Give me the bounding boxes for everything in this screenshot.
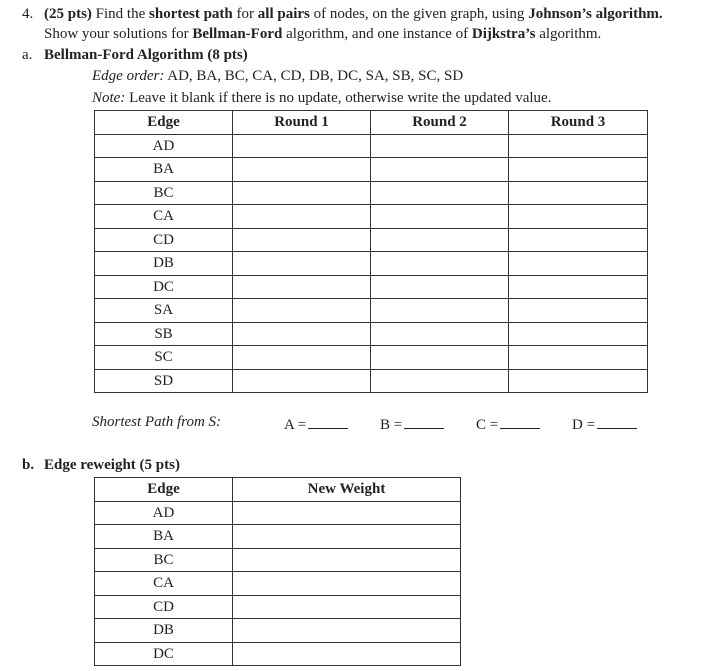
part-a-marker: a. (22, 47, 33, 63)
bellman-ford-answer-cell[interactable] (509, 158, 648, 182)
part-b-marker: b. (22, 457, 35, 473)
bellman-ford-edge-cell: BA (95, 158, 233, 182)
bellman-ford-answer-cell[interactable] (371, 299, 509, 323)
question-number: 4. (22, 6, 34, 22)
bellman-ford-edge-cell: CA (95, 205, 233, 229)
reweight-answer-cell[interactable] (233, 548, 461, 572)
bellman-ford-edge-cell: DC (95, 275, 233, 299)
shortest-path-label: Shortest Path from S: (92, 414, 222, 430)
table-row (95, 619, 461, 643)
reweight-edge-cell: CA (95, 572, 233, 596)
bellman-ford-edge-cell: SC (95, 346, 233, 370)
bellman-ford-edge-cell: BC (95, 181, 233, 205)
bellman-ford-answer-cell[interactable] (233, 369, 371, 393)
bellman-ford-answer-cell[interactable] (509, 181, 648, 205)
reweight-edge-cell: BC (95, 548, 233, 572)
bellman-ford-answer-cell[interactable] (233, 205, 371, 229)
bellman-ford-answer-cell[interactable] (371, 158, 509, 182)
q2-bold-bellman-ford: Bellman-Ford (192, 26, 283, 42)
reweight-answer-cell[interactable] (233, 501, 461, 525)
q1-text-e: of nodes, on the given graph, using (309, 6, 529, 22)
table-row (95, 346, 648, 370)
bellman-ford-answer-cell[interactable] (509, 275, 648, 299)
bellman-ford-answer-cell[interactable] (233, 346, 371, 370)
reweight-header-1: New Weight (233, 478, 461, 502)
shortest-a-blank[interactable] (308, 414, 348, 429)
shortest-c-blank[interactable] (500, 414, 540, 429)
reweight-edge-cell: CD (95, 595, 233, 619)
table-row (95, 228, 648, 252)
shortest-c (476, 414, 540, 434)
bellman-ford-answer-cell[interactable] (509, 369, 648, 393)
table-row (95, 252, 648, 276)
shortest-d (572, 414, 637, 434)
bellman-ford-header-1: Round 1 (233, 111, 371, 135)
table-row (95, 158, 648, 182)
shortest-a (284, 414, 348, 434)
table-row (95, 299, 648, 323)
table-row (95, 525, 461, 549)
bellman-ford-edge-cell: SB (95, 322, 233, 346)
reweight-answer-cell[interactable] (233, 619, 461, 643)
bellman-ford-answer-cell[interactable] (509, 252, 648, 276)
q2-text-e: algorithm. (535, 26, 602, 42)
reweight-edge-cell: DB (95, 619, 233, 643)
bellman-ford-answer-cell[interactable] (371, 228, 509, 252)
bellman-ford-answer-cell[interactable] (509, 134, 648, 158)
part-a-title: Bellman-Ford Algorithm (8 pts) (44, 47, 248, 63)
bellman-ford-edge-cell: DB (95, 252, 233, 276)
bellman-ford-header-0: Edge (95, 111, 233, 135)
bellman-ford-answer-cell[interactable] (509, 205, 648, 229)
q1-text-c: for (232, 6, 258, 22)
shortest-b (380, 414, 444, 434)
table-row (95, 275, 648, 299)
shortest-b-blank[interactable] (404, 414, 444, 429)
reweight-edge-cell: DC (95, 642, 233, 666)
note (92, 90, 551, 107)
bellman-ford-answer-cell[interactable] (371, 346, 509, 370)
reweight-answer-cell[interactable] (233, 525, 461, 549)
question-line-1 (44, 6, 663, 23)
bellman-ford-answer-cell[interactable] (371, 252, 509, 276)
bellman-ford-answer-cell[interactable] (371, 134, 509, 158)
q2-text-a: Show your solutions for (44, 26, 193, 42)
q1-bold-shortest-path: shortest path (149, 6, 233, 22)
shortest-d-blank[interactable] (597, 414, 637, 429)
table-row (95, 572, 461, 596)
bellman-ford-table (94, 110, 648, 393)
edge-order (92, 68, 463, 85)
shortest-c-label: C = (476, 417, 499, 433)
shortest-a-label: A = (284, 417, 307, 433)
bellman-ford-header-2: Round 2 (371, 111, 509, 135)
bellman-ford-answer-cell[interactable] (371, 275, 509, 299)
bellman-ford-edge-cell: AD (95, 134, 233, 158)
bellman-ford-edge-cell: SA (95, 299, 233, 323)
reweight-answer-cell[interactable] (233, 642, 461, 666)
part-b-title: Edge reweight (5 pts) (44, 457, 180, 473)
table-row (95, 205, 648, 229)
edge-order-label: Edge order: (92, 68, 165, 84)
note-value: Leave it blank if there is no update, otherwise write the updated value. (125, 90, 552, 106)
bellman-ford-answer-cell[interactable] (371, 369, 509, 393)
note-label: Note: (92, 90, 126, 106)
bellman-ford-answer-cell[interactable] (233, 228, 371, 252)
reweight-edge-cell: BA (95, 525, 233, 549)
bellman-ford-answer-cell[interactable] (233, 275, 371, 299)
bellman-ford-edge-cell: CD (95, 228, 233, 252)
bellman-ford-answer-cell[interactable] (233, 299, 371, 323)
bellman-ford-answer-cell[interactable] (233, 252, 371, 276)
reweight-header-0: Edge (95, 478, 233, 502)
table-row (95, 134, 648, 158)
table-row (95, 369, 648, 393)
bellman-ford-header-3: Round 3 (509, 111, 648, 135)
table-row (95, 642, 461, 666)
bellman-ford-answer-cell[interactable] (509, 322, 648, 346)
table-row (95, 322, 648, 346)
bellman-ford-answer-cell[interactable] (233, 181, 371, 205)
bellman-ford-answer-cell[interactable] (371, 205, 509, 229)
bellman-ford-answer-cell[interactable] (233, 134, 371, 158)
reweight-header-row (95, 478, 461, 502)
q2-bold-dijkstra: Dijkstra’s (471, 26, 536, 42)
bellman-ford-answer-cell[interactable] (371, 181, 509, 205)
bellman-ford-answer-cell[interactable] (509, 346, 648, 370)
reweight-answer-cell[interactable] (233, 572, 461, 596)
question-points: (25 pts) (44, 6, 92, 22)
bellman-ford-answer-cell[interactable] (371, 322, 509, 346)
reweight-edge-cell: AD (95, 501, 233, 525)
bellman-ford-answer-cell[interactable] (509, 299, 648, 323)
reweight-table (94, 477, 461, 666)
bellman-ford-answer-cell[interactable] (509, 228, 648, 252)
q1-bold-johnson: Johnson’s algorithm. (528, 6, 663, 22)
table-row (95, 548, 461, 572)
table-row (95, 181, 648, 205)
bellman-ford-answer-cell[interactable] (233, 158, 371, 182)
q1-text-a: Find the (91, 6, 150, 22)
table-row (95, 595, 461, 619)
table-row (95, 501, 461, 525)
q2-text-c: algorithm, and one instance of (282, 26, 472, 42)
shortest-b-label: B = (380, 417, 403, 433)
reweight-answer-cell[interactable] (233, 595, 461, 619)
shortest-d-label: D = (572, 417, 596, 433)
bellman-ford-answer-cell[interactable] (233, 322, 371, 346)
question-line-2 (44, 26, 601, 43)
edge-order-value: AD, BA, BC, CA, CD, DB, DC, SA, SB, SC, SD (164, 68, 464, 84)
q1-bold-all-pairs: all pairs (257, 6, 310, 22)
bellman-ford-header-row (95, 111, 648, 135)
bellman-ford-edge-cell: SD (95, 369, 233, 393)
